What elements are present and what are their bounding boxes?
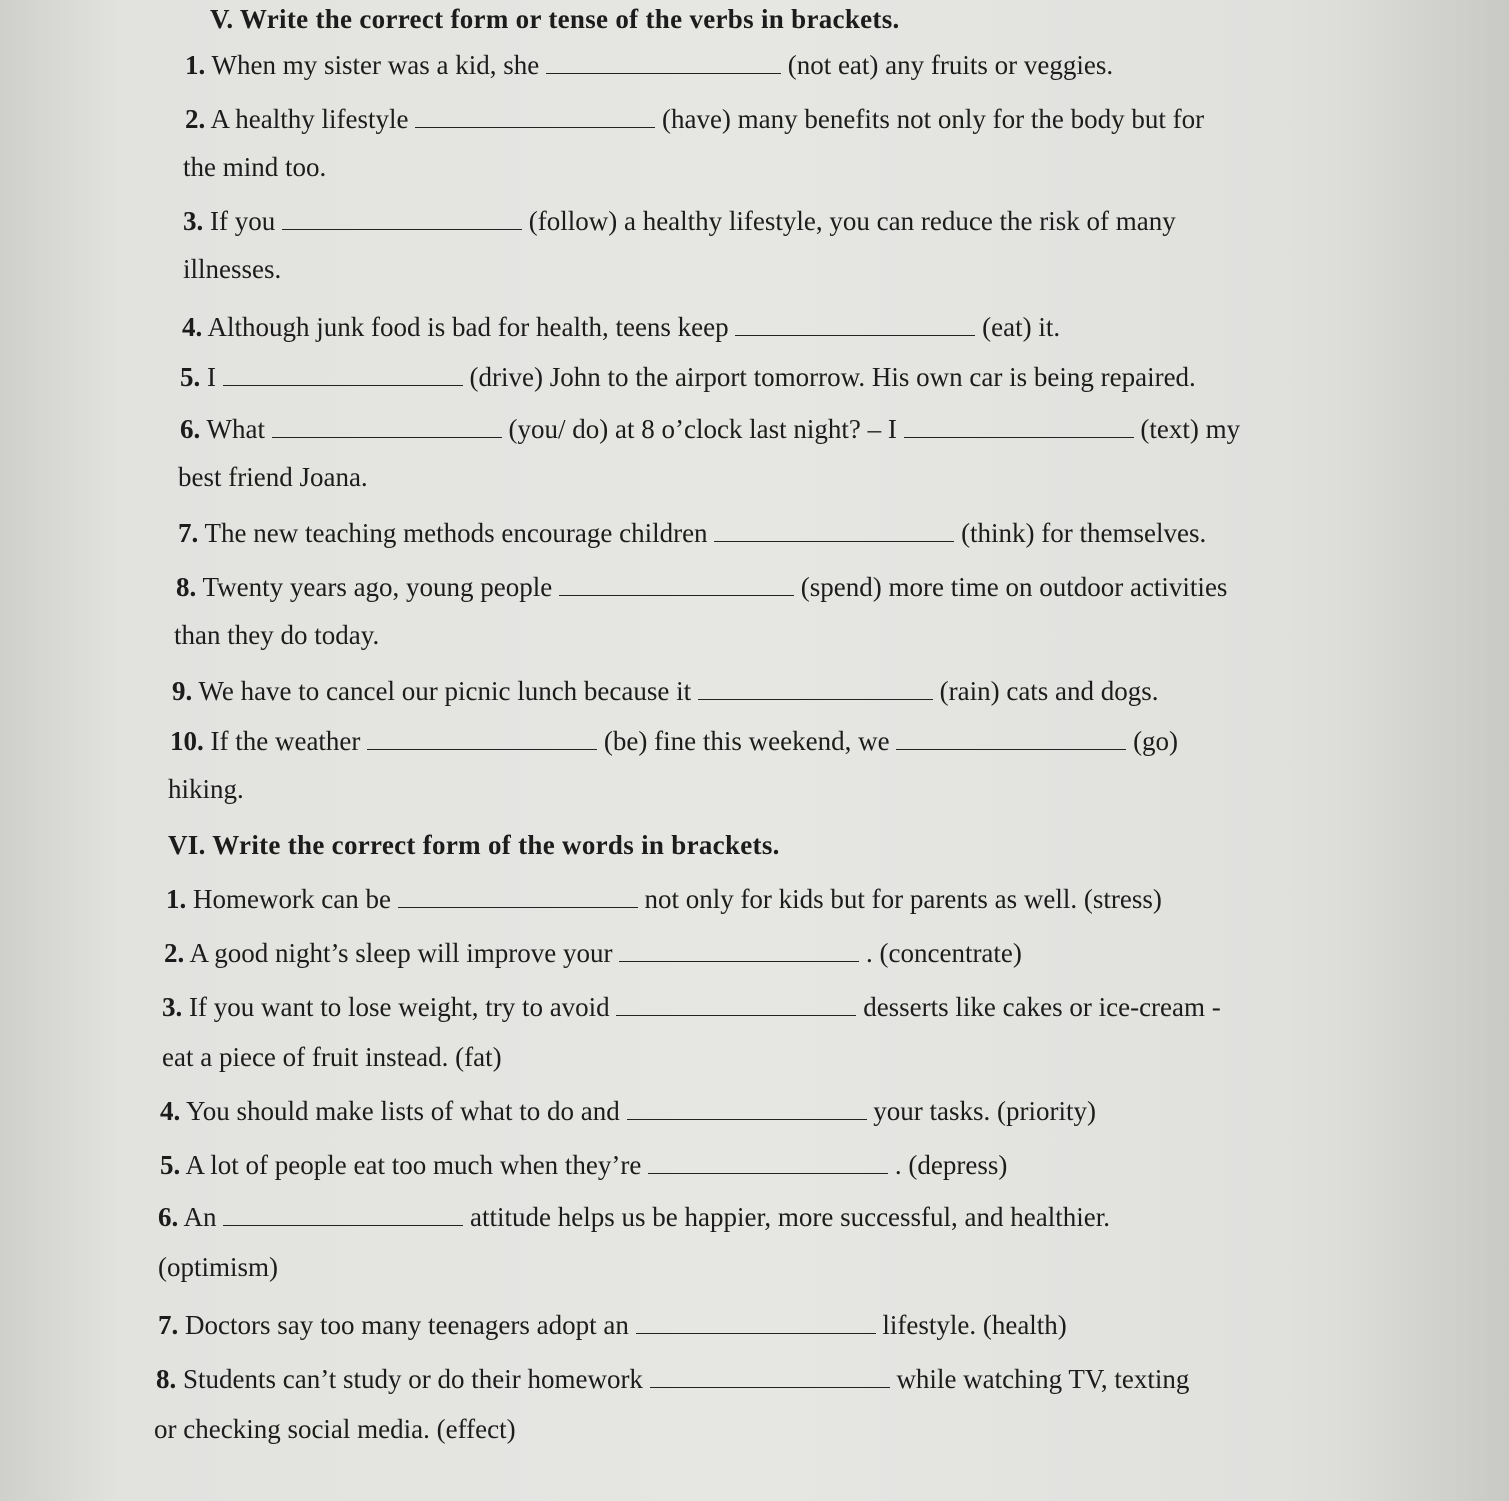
answer-blank[interactable]	[559, 575, 794, 596]
answer-blank[interactable]	[619, 941, 859, 962]
s5-item-6	[180, 414, 1240, 445]
s6-item-4	[160, 1096, 1096, 1127]
answer-blank[interactable]	[367, 729, 597, 750]
item-text: If you want to lose weight, try to avoid	[189, 992, 610, 1022]
s5-item-8	[176, 572, 1227, 603]
item-number: 6.	[180, 414, 201, 444]
item-text: (spend) more time on outdoor activities	[800, 572, 1228, 602]
answer-blank[interactable]	[546, 53, 781, 74]
item-text: Doctors say too many teenagers adopt an	[185, 1310, 629, 1340]
s6-item-3	[162, 992, 1221, 1023]
answer-blank[interactable]	[223, 365, 463, 386]
s5-item-1	[185, 50, 1113, 81]
item-text: (drive) John to the airport tomorrow. His own car is being repaired.	[469, 362, 1196, 392]
item-text: Students can’t study or do their homework	[183, 1364, 643, 1394]
page-shadow	[1339, 0, 1509, 1501]
item-text: desserts like cakes or ice-cream -	[863, 992, 1221, 1022]
item-text: not only for kids but for parents as well. (stress)	[644, 884, 1162, 914]
s6-item-6-cont: (optimism)	[158, 1252, 278, 1282]
s6-item-3-cont: eat a piece of fruit instead. (fat)	[162, 1042, 502, 1072]
item-number: 4.	[160, 1096, 181, 1126]
s5-item-3-cont: illnesses.	[183, 254, 282, 284]
item-text: (go)	[1133, 726, 1179, 756]
item-text: . (depress)	[894, 1150, 1008, 1180]
s6-item-5	[160, 1150, 1007, 1181]
item-number: 5.	[160, 1150, 181, 1180]
item-text: (you/ do) at 8 o’clock last night? – I	[508, 414, 897, 444]
item-text: The new teaching methods encourage children	[204, 518, 708, 548]
item-text: (follow) a healthy lifestyle, you can reduce the risk of many	[528, 206, 1176, 236]
s5-item-2	[185, 104, 1204, 135]
item-text: lifestyle. (health)	[882, 1310, 1067, 1340]
answer-blank[interactable]	[398, 887, 638, 908]
item-text: (rain) cats and dogs.	[939, 676, 1159, 706]
item-text: (text) my	[1140, 414, 1241, 444]
item-number: 7.	[178, 518, 199, 548]
item-number: 1.	[166, 884, 187, 914]
s6-item-1	[166, 884, 1162, 915]
answer-blank[interactable]	[272, 417, 502, 438]
s5-item-6-cont: best friend Joana.	[178, 462, 368, 492]
item-number: 8.	[156, 1364, 177, 1394]
item-text: An	[183, 1202, 217, 1232]
answer-blank[interactable]	[698, 679, 933, 700]
s5-item-2-cont: the mind too.	[183, 152, 327, 182]
item-text: A healthy lifestyle	[210, 104, 409, 134]
item-text: Although junk food is bad for health, teens keep	[207, 312, 729, 342]
item-number: 2.	[185, 104, 206, 134]
item-text: (be) fine this weekend, we	[603, 726, 890, 756]
item-text: If you	[210, 206, 276, 236]
answer-blank[interactable]	[223, 1205, 463, 1226]
item-text: (think) for themselves.	[961, 518, 1207, 548]
s5-item-10-cont: hiking.	[168, 774, 244, 804]
item-text: Homework can be	[193, 884, 391, 914]
item-number: 2.	[164, 938, 185, 968]
answer-blank[interactable]	[650, 1367, 890, 1388]
s6-item-8	[156, 1364, 1189, 1395]
item-text: I	[207, 362, 216, 392]
answer-blank[interactable]	[616, 995, 856, 1016]
item-text: You should make lists of what to do and	[186, 1096, 620, 1126]
item-text: We have to cancel our picnic lunch because it	[198, 676, 692, 706]
item-text: Twenty years ago, young people	[202, 572, 553, 602]
s5-item-9	[172, 676, 1159, 707]
item-text: What	[206, 414, 265, 444]
answer-blank[interactable]	[735, 315, 975, 336]
s6-item-6	[158, 1202, 1110, 1233]
item-text: while watching TV, texting	[896, 1364, 1190, 1394]
item-text: A lot of people eat too much when they’re	[185, 1150, 642, 1180]
item-text: When my sister was a kid, she	[211, 50, 540, 80]
item-text: A good night’s sleep will improve your	[189, 938, 613, 968]
item-text: (eat) it.	[982, 312, 1061, 342]
answer-blank[interactable]	[904, 417, 1134, 438]
answer-blank[interactable]	[636, 1313, 876, 1334]
answer-blank[interactable]	[896, 729, 1126, 750]
item-number: 3.	[162, 992, 183, 1022]
s6-item-8-cont: or checking social media. (effect)	[154, 1414, 516, 1444]
s6-item-7	[158, 1310, 1067, 1341]
answer-blank[interactable]	[282, 209, 522, 230]
item-number: 1.	[185, 50, 206, 80]
answer-blank[interactable]	[648, 1153, 888, 1174]
item-text: (have) many benefits not only for the body but for	[661, 104, 1205, 134]
item-number: 8.	[176, 572, 197, 602]
item-number: 9.	[172, 676, 193, 706]
item-text: attitude helps us be happier, more successful, and healthier.	[470, 1202, 1110, 1232]
item-number: 6.	[158, 1202, 179, 1232]
item-text: If the weather	[210, 726, 361, 756]
item-text: your tasks. (priority)	[873, 1096, 1096, 1126]
s5-item-4	[182, 312, 1060, 343]
item-number: 3.	[183, 206, 204, 236]
s5-item-10	[170, 726, 1178, 757]
item-number: 4.	[182, 312, 203, 342]
s5-item-3	[183, 206, 1176, 237]
item-number: 5.	[180, 362, 201, 392]
answer-blank[interactable]	[415, 107, 655, 128]
item-text: . (concentrate)	[866, 938, 1022, 968]
s5-item-7	[178, 518, 1206, 549]
s5-item-8-cont: than they do today.	[174, 620, 380, 650]
answer-blank[interactable]	[714, 521, 954, 542]
s5-item-5	[180, 362, 1196, 393]
s6-item-2	[164, 938, 1022, 969]
section-5-title: V. Write the correct form or tense of the verbs in brackets.	[210, 4, 900, 34]
item-number: 7.	[158, 1310, 179, 1340]
item-number: 10.	[170, 726, 204, 756]
item-text: (not eat) any fruits or veggies.	[787, 50, 1114, 80]
answer-blank[interactable]	[627, 1099, 867, 1120]
section-6-title: VI. Write the correct form of the words in brackets.	[168, 830, 780, 860]
